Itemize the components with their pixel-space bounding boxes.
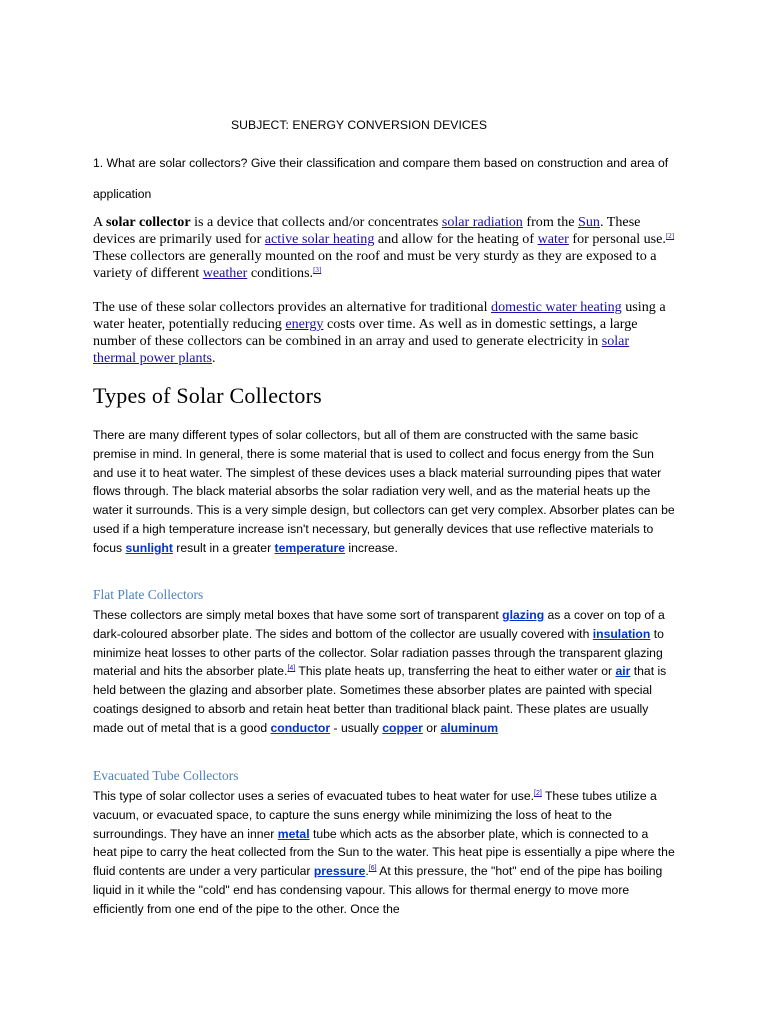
link-aluminum[interactable]: aluminum <box>440 720 499 735</box>
subheading-flat-plate: Flat Plate Collectors <box>93 587 204 602</box>
link-water[interactable]: water <box>537 231 569 247</box>
reference-superscript <box>666 232 674 240</box>
reference-link[interactable]: [4] <box>287 665 296 673</box>
link-solar-radiation[interactable]: solar radiation <box>441 214 523 230</box>
text-run: These collectors are generally mounted on the roof and must be very sturdy as they are exposed to a variety of different <box>93 248 657 281</box>
reference-superscript <box>534 790 542 797</box>
text-run: . <box>365 864 369 879</box>
link-glazing[interactable]: glazing <box>502 608 545 622</box>
link-solar-thermal-power-plants[interactable]: solar thermal power plants <box>93 333 630 366</box>
link-pressure[interactable]: pressure <box>313 864 366 879</box>
link-conductor[interactable]: conductor <box>270 720 331 735</box>
text-run: There are many different types of solar collectors, but all of them are constructed with the same basic premise in mind. In general, there is some material that is used to collect and focus energy from the Sun and use it to heat water. The simplest of these devices uses a black material surrounding pipes that water flows through. The black material absorbs the solar radiation very well, and as the material heats up the water it surrounds. This is a very simple design, but collectors can get very complex. Absorber plates can be used if a high temperature increase isn't necessary, but generally devices that use reflective materials to focus <box>93 428 675 555</box>
text-run: A <box>93 214 106 230</box>
reference-link[interactable]: [3] <box>313 266 322 274</box>
reference-link[interactable]: [2] <box>534 790 542 797</box>
text-run: This type of solar collector uses a series of evacuated tubes to heat water for use. <box>93 789 535 803</box>
text-run: . <box>211 350 216 366</box>
link-copper[interactable]: copper <box>382 720 423 735</box>
term-solar-collector: solar collector <box>105 214 191 230</box>
reference-link[interactable]: [2] <box>665 232 675 240</box>
link-temperature[interactable]: temperature <box>274 540 345 555</box>
intro-paragraph <box>93 214 675 282</box>
link-active-solar-heating[interactable]: active solar heating <box>264 231 375 247</box>
question-text: 1. What are solar collectors? Give their classification and compare them based on construction and area of application <box>93 156 669 201</box>
subheading-evacuated-tube: Evacuated Tube Collectors <box>93 768 239 783</box>
section-heading-types: Types of Solar Collectors <box>93 383 322 408</box>
flat-plate-paragraph <box>93 606 675 738</box>
evacuated-tube-paragraph <box>93 787 675 919</box>
text-run: tube which acts as the absorber plate, which is connected to a heat pipe to carry the heat collected from the Sun to the water. This heat pipe is essentially a pipe where the fluid contents are under a very particular <box>93 826 675 879</box>
link-domestic-water-heating[interactable]: domestic water heating <box>491 299 622 315</box>
text-run: and allow for the heating of <box>374 231 538 247</box>
reference-link[interactable]: [6] <box>368 865 377 873</box>
usage-paragraph <box>93 299 675 367</box>
text-run: for personal use. <box>568 231 666 247</box>
text-run: These collectors are simply metal boxes that have some sort of transparent <box>93 608 503 622</box>
link-sunlight[interactable]: sunlight <box>125 540 173 555</box>
text-run: - usually <box>330 720 383 735</box>
text-run: or <box>422 720 441 735</box>
text-run: conditions. <box>247 265 314 281</box>
link-weather[interactable]: weather <box>202 265 248 281</box>
text-run: result in a greater <box>172 540 275 555</box>
text-run: These tubes utilize a vacuum, or evacuated space, to capture the suns energy while minimizing the loss of heat to the surroundings. They have an inner <box>93 789 657 841</box>
text-run: At this pressure, the "hot" end of the pipe has boiling liquid in it while the "cold" end has condensing vapour. This allows for thermal energy to move more efficiently from one end of the pipe to the other. Once the <box>93 864 663 916</box>
reference-superscript <box>313 266 321 274</box>
text-run: . These devices are primarily used for <box>93 214 641 247</box>
text-run: The use of these solar collectors provides an alternative for traditional <box>93 299 492 315</box>
text-run: increase. <box>345 540 398 555</box>
text-run: as a cover on top of a dark-coloured absorber plate. The sides and bottom of the collector are usually covered with <box>93 608 665 641</box>
link-air[interactable]: air <box>615 664 631 679</box>
text-run: from the <box>522 214 579 230</box>
text-run: is a device that collects and/or concentrates <box>190 214 442 230</box>
text-run: that is held between the glazing and absorber plate. Sometimes these absorber plates are painted with special coatings designed to absorb and retain heat better than traditional black paint. These plates are usually made out of metal that is a good <box>93 664 667 735</box>
link-metal[interactable]: metal <box>277 826 310 841</box>
text-run: using a water heater, potentially reducing <box>93 299 666 332</box>
subject-line: SUBJECT: ENERGY CONVERSION DEVICES <box>231 118 488 132</box>
types-paragraph <box>93 426 675 558</box>
link-sun[interactable]: Sun <box>578 214 600 230</box>
link-insulation[interactable]: insulation <box>592 626 651 641</box>
text-run: costs over time. As well as in domestic settings, a large number of these collectors can be combined in an array and used to generate electricity in <box>93 316 638 349</box>
text-run: This plate heats up, transferring the heat to either water or <box>295 664 616 679</box>
text-run: to minimize heat losses to other parts of the collector. Solar radiation passes through the transparent glazing material and hits the absorber plate. <box>93 626 664 679</box>
reference-superscript <box>369 865 377 872</box>
link-energy[interactable]: energy <box>285 316 324 332</box>
